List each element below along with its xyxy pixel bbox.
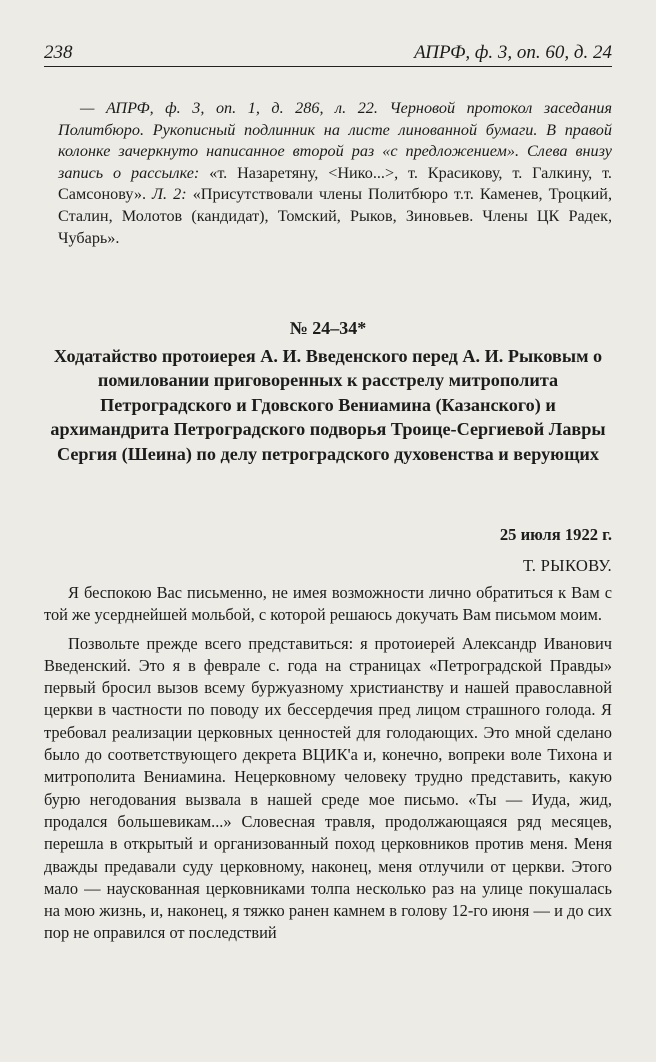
source-note-part4: «Присутствовали члены Политбюро т.т. Каменев, Троцкий, Сталин, Молотов (кандидат), Томский, Рыков, Зиновьев. Члены ЦК Радек, Чубарь». — [58, 185, 612, 247]
paragraph: Позвольте прежде всего представиться: я протоиерей Александр Иванович Введенский. Это я в феврале с. года на страницах «Петроградской Правды» первый бросил вызов всему буржуазному христианству и нашей православной церкви в частности по поводу их бессердечия пред лицом страшного голода. Я требовал реализации церковных ценностей для голодающих. Это мной сделано было до соответствующего декрета ВЦИК'а и, конечно, вопреки воле Тихона и митрополита Вениамина. Нецерковному человеку трудно представить, какую бурю негодования вызвала в нашей среде мое письмо. «Ты — Иуда, жид, продался большевикам...» Словесная травля, продолжающаяся ряд месяцев, перешла в открытый и организованный поход церковников против меня. Меня дважды предавали суду церковному, наконец, меня отлучили от церкви. Этого мало — наускованная церковниками толпа несколько раз на улице покушалась на мою жизнь, и, наконец, я тяжко ранен камнем в голову 12-го июня — и до сих пор не оправился от последствий — [44, 633, 612, 943]
document-title: Ходатайство протоиерея А. И. Введенского перед А. И. Рыковым о помиловании приговоренных к расстрелу митрополита Петроградского и Гдовского Вениамина (Казанского) и архимандрита Петроградского подворья Троице-Сергиевой Лавры Сергия (Шеина) по делу петроградского духовенства и верующих — [50, 346, 606, 464]
source-note — [58, 98, 612, 249]
letter-body — [44, 582, 612, 951]
addressee: Т. РЫКОВУ. — [522, 556, 612, 575]
page-number: 238 — [44, 42, 73, 63]
running-head — [44, 36, 612, 64]
archive-reference: АПРФ, ф. 3, оп. 60, д. 24 — [414, 42, 612, 63]
document-number: № 24–34* — [289, 318, 367, 338]
source-note-part3: Л. 2: — [146, 185, 193, 204]
header-divider — [44, 66, 612, 67]
source-note-part2: «т. Назаретяну, <Нико...>, т. Красикову, т. Галкину, т. Самсонову». — [58, 163, 612, 204]
document-date: 25 июля 1922 г. — [499, 525, 612, 544]
paragraph: Я беспокою Вас письменно, не имея возможности лично обратиться к Вам с той же усерднейшей мольбой, с которой решаюсь докучать Вам письмом моим. — [44, 583, 612, 625]
source-note-part1: — АПРФ, ф. 3, оп. 1, д. 286, л. 22. Черновой протокол заседания Политбюро. Рукописный подлинник на листе линованной бумаги. В правой колонке зачеркнуто написанное второй раз «с предложением». Слева внизу запись о рассылке: — [58, 99, 612, 182]
